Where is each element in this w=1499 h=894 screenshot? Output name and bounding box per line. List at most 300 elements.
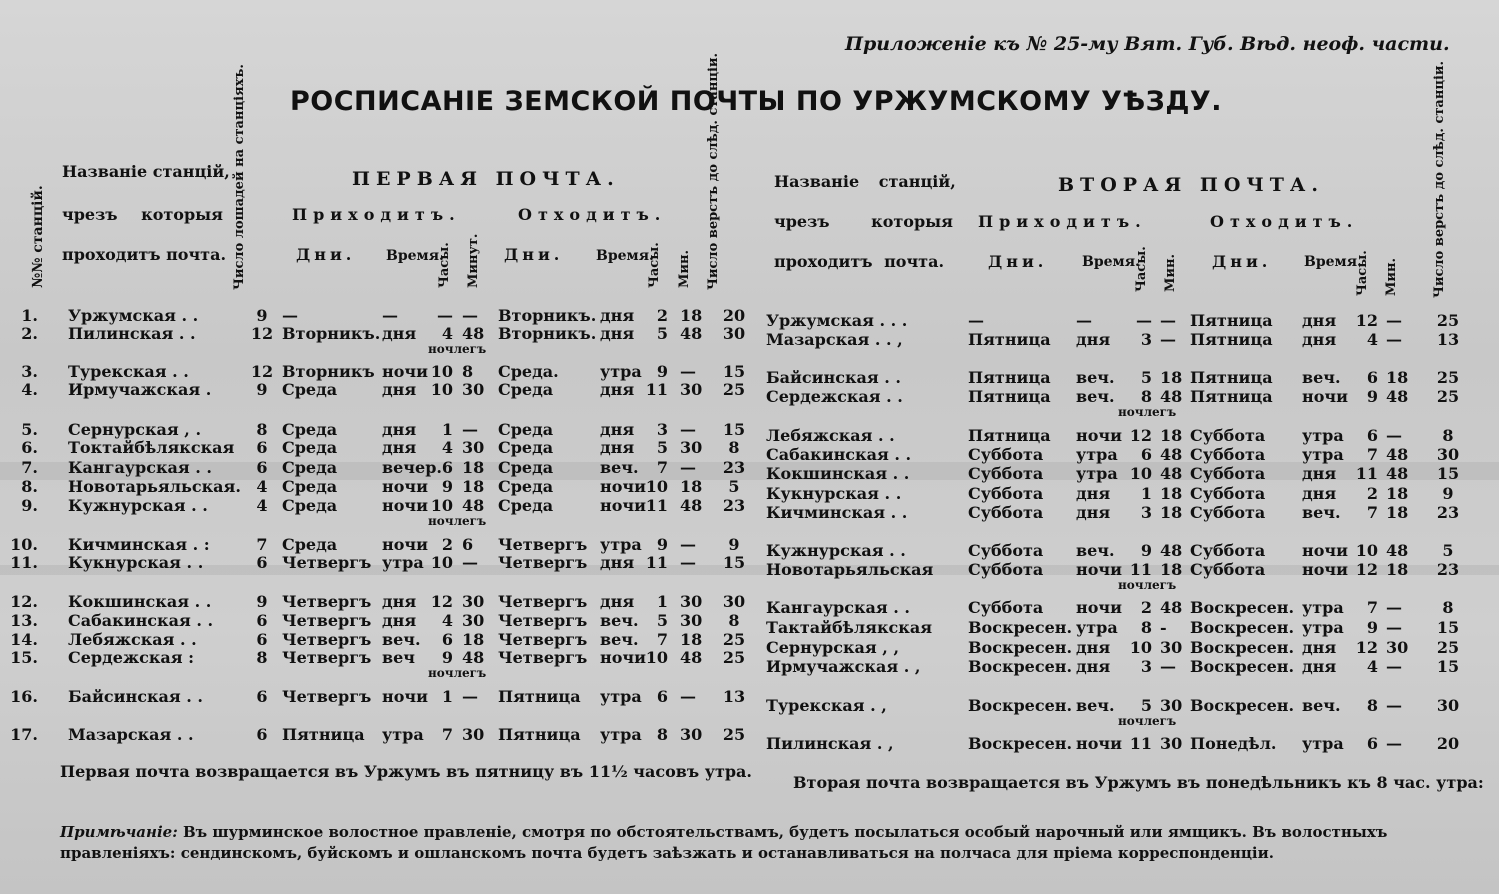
cell-a1t: веч. (382, 630, 421, 649)
cell-a2d: Суббота (968, 484, 1044, 503)
header-time-arr-2: Время. (1082, 254, 1140, 270)
cell-a1h: 1 (441, 687, 453, 706)
cell-a1d: Вторникъ. (282, 324, 381, 343)
cell-a1h: 10 (430, 553, 453, 572)
cell-a2d: Воскресен. (968, 657, 1073, 676)
cell-a1m: 6 (462, 535, 474, 554)
header-departs-2: Отходитъ. (1210, 212, 1359, 231)
cell-a2d: Воскресен. (968, 618, 1073, 637)
cell-d2m: — (1386, 618, 1402, 637)
cell-a2m: 18 (1160, 368, 1183, 387)
cell-v1: 8 (728, 438, 740, 457)
header-minutes-arr-2: Мин. (1163, 253, 1178, 292)
header-station-line-2: чрезъ которыя (62, 205, 223, 224)
cell-d1h: 3 (656, 420, 668, 439)
cell-d1h: 9 (656, 535, 668, 554)
table-row (0, 458, 1499, 483)
cell-h: 6 (256, 611, 268, 630)
cell-d2m: 18 (1386, 560, 1409, 579)
cell-v1: 15 (722, 553, 746, 572)
cell-a1d: Четвергъ (282, 630, 372, 649)
cell-d2h: 12 (1355, 560, 1378, 579)
cell-d2h: 6 (1366, 426, 1378, 445)
cell-h: 7 (256, 535, 268, 554)
cell-a2m: 48 (1160, 464, 1183, 483)
cell-d2h: 10 (1355, 541, 1378, 560)
cell-d1h: 7 (656, 458, 668, 477)
header-time-dep-1: Время. (596, 248, 654, 264)
cell-n: 10. (10, 535, 38, 554)
cell-d2m: — (1386, 657, 1402, 676)
cell-a1d: Четвергъ (282, 553, 372, 572)
cell-d2t: дня (1302, 330, 1337, 349)
cell-a2d: Пятница (968, 368, 1051, 387)
cell-a1t: ночи (382, 362, 428, 381)
note-line-1 (60, 823, 1387, 841)
cell-v2: 30 (1436, 445, 1460, 464)
header-station2-line-3: проходитъ почта. (774, 252, 945, 271)
cell-a1d: Среда (282, 438, 338, 457)
header-minutes-dep-2: Мин. (1384, 257, 1399, 296)
cell-a1t: утра (382, 553, 424, 572)
cell-d2t: утра (1302, 445, 1344, 464)
cell-a1h: 4 (441, 611, 453, 630)
header-station2-line-1: Названіе станцій, (774, 172, 956, 191)
cell-h: 8 (256, 420, 268, 439)
cell-d1d: Пятница (498, 687, 581, 706)
cell-d1m: — (680, 687, 696, 706)
cell-d2m: — (1386, 311, 1402, 330)
cell-a2m: 48 (1160, 541, 1183, 560)
cell-d2h: 8 (1366, 696, 1378, 715)
cell-a2t: дня (1076, 638, 1111, 657)
cell-a1d: Четвергъ (282, 648, 372, 667)
cell-a2t: дня (1076, 503, 1111, 522)
cell-n: 5. (21, 420, 38, 439)
cell-d2m: 18 (1386, 368, 1409, 387)
cell-a1t: дня (382, 592, 417, 611)
cell-st2: Кичминская . . (766, 503, 908, 522)
cell-a1h: 10 (430, 380, 453, 399)
cell-a1t: дня (382, 438, 417, 457)
cell-v1: 25 (722, 648, 746, 667)
header-arrives-1: Приходитъ. (292, 205, 461, 224)
cell-a2m: — (1160, 330, 1176, 349)
cell-d1m: 30 (680, 438, 703, 457)
cell-d1d: Четвергъ (498, 648, 588, 667)
cell-a2h: 9 (1140, 541, 1152, 560)
cell-a1d: — (282, 306, 298, 325)
header-versts-1: Число верстъ до слѣд. станціи. (706, 52, 721, 290)
cell-d2m: — (1386, 598, 1402, 617)
cell-a1m: 48 (462, 648, 485, 667)
header-hours-arr-2: Часы. (1134, 246, 1149, 292)
cell-v2: 25 (1436, 368, 1460, 387)
cell-h: 6 (256, 725, 268, 744)
cell-d2m: 48 (1386, 387, 1409, 406)
cell-v2: 23 (1436, 560, 1460, 579)
cell-d1t: дня (600, 324, 635, 343)
cell-a2t: веч. (1076, 368, 1115, 387)
header-time-dep-2: Время. (1304, 254, 1362, 270)
cell-d2t: веч. (1302, 368, 1341, 387)
cell-st2: Сабакинская . . (766, 445, 912, 464)
cell-d2t: ночи (1302, 541, 1348, 560)
cell-d1m: — (680, 420, 696, 439)
cell-a2m: 30 (1160, 734, 1183, 753)
header-days-dep-1: Дни. (504, 245, 564, 264)
header-station-line-3: проходитъ почта. (62, 245, 227, 264)
cell-v2: 23 (1436, 503, 1460, 522)
cell-h: 6 (256, 630, 268, 649)
cell-d1d: Среда (498, 496, 554, 515)
cell-a1t: ночи (382, 687, 428, 706)
cell-d2h: 12 (1355, 311, 1378, 330)
cell-a2d: Суббота (968, 541, 1044, 560)
cell-d2d: Суббота (1190, 503, 1266, 522)
cell-a2h: 10 (1129, 464, 1152, 483)
cell-d1t: утра (600, 725, 642, 744)
cell-d2d: Воскресен. (1190, 598, 1295, 617)
cell-a1h: 6 (441, 458, 453, 477)
cell-d1d: Четвергъ (498, 611, 588, 630)
cell-h: 9 (256, 592, 268, 611)
cell-st1: Пилинская . . (68, 324, 196, 343)
cell-d1t: утра (600, 535, 642, 554)
cell-st1: Кужнурская . . (68, 496, 208, 515)
table-row (0, 687, 1499, 728)
cell-v1: 23 (722, 458, 746, 477)
cell-st2: Сердежская . . (766, 387, 903, 406)
cell-v2: 15 (1436, 618, 1460, 637)
cell-st1: Уржумская . . (68, 306, 199, 325)
cell-a1d: Пятница (282, 725, 365, 744)
cell-a1t: утра (382, 725, 424, 744)
supplement-note: Приложеніе къ № 25-му Вят. Губ. Вѣд. неоф. части. (845, 33, 1450, 55)
cell-d1m: 18 (680, 630, 703, 649)
cell-v1: 15 (722, 362, 746, 381)
cell-st1: Лебяжская . . (68, 630, 197, 649)
cell-d1t: дня (600, 420, 635, 439)
cell-st2: Байсинская . . (766, 368, 901, 387)
cell-a2t: утра (1076, 445, 1118, 464)
header-hours-dep-2: Часы. (1355, 250, 1370, 296)
cell-v1: 9 (728, 535, 740, 554)
header-days-arr-1: Дни. (296, 245, 356, 264)
cell-st1: Кокшинская . . (68, 592, 212, 611)
cell-d2t: дня (1302, 657, 1337, 676)
overnight-note-second: ночлегъ (1118, 405, 1177, 419)
cell-d2t: дня (1302, 638, 1337, 657)
cell-d2m: — (1386, 696, 1402, 715)
cell-d2t: утра (1302, 426, 1344, 445)
cell-d1m: 30 (680, 592, 703, 611)
cell-d1m: — (680, 553, 696, 572)
table-row (0, 324, 1499, 356)
cell-a1h: 10 (430, 496, 453, 515)
cell-a2t: утра (1076, 464, 1118, 483)
cell-a2m: 48 (1160, 387, 1183, 406)
header-versts-2: Число верстъ до слѣд. станціи. (1432, 60, 1447, 298)
cell-a2d: Пятница (968, 426, 1051, 445)
cell-n: 9. (21, 496, 38, 515)
cell-st2: Пилинская . , (766, 734, 894, 753)
table-row (0, 648, 1499, 680)
cell-d1h: 10 (645, 477, 668, 496)
cell-a2d: Пятница (968, 387, 1051, 406)
cell-a2m: - (1160, 618, 1167, 637)
cell-n: 14. (10, 630, 38, 649)
cell-a1t: дня (382, 380, 417, 399)
cell-st1: Ирмучажская . (68, 380, 212, 399)
cell-h: 4 (256, 496, 268, 515)
second-post-return: Вторая почта возвращается въ Уржумъ въ понедѣльникъ къ 8 час. утра: (793, 773, 1484, 792)
cell-d2d: Понедѣл. (1190, 734, 1277, 753)
table-row (0, 380, 1499, 419)
cell-st2: Тактайбѣлякская (766, 618, 933, 637)
cell-d2h: 9 (1366, 618, 1378, 637)
cell-d2d: Пятница (1190, 387, 1273, 406)
page-title: РОСПИСАНІЕ ЗЕМСКОЙ ПОЧТЫ ПО УРЖУМСКОМУ УѢЗДУ. (290, 86, 1222, 117)
header-arrives-2: Приходитъ. (978, 212, 1147, 231)
cell-d1d: Среда (498, 477, 554, 496)
cell-d1h: 5 (656, 324, 668, 343)
cell-v1: 5 (728, 477, 740, 496)
cell-a2t: дня (1076, 657, 1111, 676)
cell-a2t: дня (1076, 484, 1111, 503)
cell-a1t: дня (382, 611, 417, 630)
cell-a2h: 3 (1140, 657, 1152, 676)
cell-d1t: дня (600, 592, 635, 611)
cell-a2m: 30 (1160, 696, 1183, 715)
cell-h: 6 (256, 687, 268, 706)
cell-d2d: Пятница (1190, 368, 1273, 387)
cell-d2d: Суббота (1190, 560, 1266, 579)
cell-st1: Кукнурская . . (68, 553, 204, 572)
table-row (0, 611, 1499, 637)
cell-a2d: Воскресен. (968, 734, 1073, 753)
cell-v2: 30 (1436, 696, 1460, 715)
cell-a1m: 48 (462, 324, 485, 343)
cell-n: 13. (10, 611, 38, 630)
table-row (0, 535, 1499, 560)
cell-a2h: — (1136, 311, 1152, 330)
cell-d2t: ночи (1302, 387, 1348, 406)
cell-n: 7. (21, 458, 38, 477)
cell-a2d: Пятница (968, 330, 1051, 349)
cell-a1d: Среда (282, 496, 338, 515)
cell-d1t: ночи (600, 648, 646, 667)
cell-a1d: Четвергъ (282, 611, 372, 630)
cell-st1: Кичминская . : (68, 535, 210, 554)
cell-d2t: утра (1302, 734, 1344, 753)
cell-v1: 23 (722, 496, 746, 515)
cell-a2m: 18 (1160, 484, 1183, 503)
overnight-note-first: ночлегъ (428, 342, 487, 356)
cell-d1m: 48 (680, 324, 703, 343)
cell-a1m: 30 (462, 725, 485, 744)
header-second-post: ВТОРАЯ ПОЧТА. (1058, 174, 1324, 196)
table-row (0, 496, 1499, 528)
cell-n: 17. (10, 725, 38, 744)
cell-a2t: веч. (1076, 696, 1115, 715)
cell-a2m: 48 (1160, 445, 1183, 464)
cell-a1t: веч (382, 648, 416, 667)
overnight-note-first: ночлегъ (428, 666, 487, 680)
cell-v2: 13 (1436, 330, 1460, 349)
cell-d1t: дня (600, 553, 635, 572)
cell-v1: 25 (722, 380, 746, 399)
cell-h: 9 (256, 380, 268, 399)
cell-d1m: — (680, 458, 696, 477)
cell-a2m: 18 (1160, 560, 1183, 579)
cell-a2t: — (1076, 311, 1092, 330)
cell-d2d: Воскресен. (1190, 696, 1295, 715)
cell-a1d: Вторникъ (282, 362, 375, 381)
cell-v2: 15 (1436, 464, 1460, 483)
cell-d1d: Среда (498, 458, 554, 477)
cell-a1t: ночи (382, 496, 428, 515)
cell-d1t: веч. (600, 611, 639, 630)
cell-d2h: 11 (1355, 464, 1378, 483)
cell-st2: Турекская . , (766, 696, 887, 715)
cell-d2t: веч. (1302, 503, 1341, 522)
cell-d1d: Четвергъ (498, 553, 588, 572)
cell-st2: Лебяжская . . (766, 426, 895, 445)
cell-d2d: Суббота (1190, 484, 1266, 503)
cell-d1t: дня (600, 438, 635, 457)
cell-a2h: 11 (1129, 734, 1152, 753)
cell-a2m: 18 (1160, 426, 1183, 445)
cell-d2d: Воскресен. (1190, 657, 1295, 676)
cell-d1h: 6 (656, 687, 668, 706)
cell-a1h: 12 (430, 592, 453, 611)
cell-v2: 25 (1436, 387, 1460, 406)
cell-a1m: 30 (462, 592, 485, 611)
header-time-arr-1: Время. (386, 248, 444, 264)
cell-a2h: 8 (1140, 387, 1152, 406)
cell-a1m: — (462, 306, 478, 325)
cell-a2h: 2 (1140, 598, 1152, 617)
table-row (0, 630, 1499, 657)
table-row (0, 438, 1499, 464)
cell-n: 12. (10, 592, 38, 611)
cell-v1: 20 (722, 306, 746, 325)
header-horses: Число лошадей на станціяхъ. (232, 64, 247, 290)
cell-v2: 8 (1442, 426, 1454, 445)
cell-st2: Кокшинская . . (766, 464, 910, 483)
cell-a1d: Среда (282, 420, 338, 439)
note-label: Примѣчаніе: (60, 823, 178, 841)
cell-st2: Кангаурская . . (766, 598, 910, 617)
cell-d2m: 48 (1386, 541, 1409, 560)
cell-d1h: 1 (656, 592, 668, 611)
header-hours-arr-1: Часы. (437, 242, 452, 288)
cell-d1d: Вторникъ. (498, 306, 597, 325)
cell-a1m: 30 (462, 611, 485, 630)
cell-v2: 25 (1436, 311, 1460, 330)
cell-st1: Сернурская , . (68, 420, 202, 439)
cell-a2h: 3 (1140, 330, 1152, 349)
first-post-return: Первая почта возвращается въ Уржумъ въ пятницу въ 11½ часовъ утра. (60, 762, 752, 781)
cell-d1h: 9 (656, 362, 668, 381)
cell-a2h: 11 (1129, 560, 1152, 579)
cell-a1t: — (382, 306, 398, 325)
cell-n: 1. (21, 306, 38, 325)
cell-v1: 25 (722, 630, 746, 649)
cell-a1h: 10 (430, 362, 453, 381)
cell-d2d: Пятница (1190, 311, 1273, 330)
overnight-note-second: ночлегъ (1118, 578, 1177, 592)
cell-a2t: ночи (1076, 734, 1122, 753)
cell-st1: Новотарьяльская. (68, 477, 241, 496)
header-station-line-1: Названіе станцій, (62, 162, 230, 181)
cell-d1h: 11 (645, 553, 668, 572)
cell-a1m: 30 (462, 438, 485, 457)
cell-a2t: ночи (1076, 560, 1122, 579)
cell-a1t: вечер. (382, 458, 442, 477)
cell-d1d: Четвергъ (498, 535, 588, 554)
cell-a1m: 48 (462, 496, 485, 515)
cell-d2t: утра (1302, 598, 1344, 617)
cell-st1: Кангаурская . . (68, 458, 212, 477)
cell-n: 6. (21, 438, 38, 457)
cell-d1d: Четвергъ (498, 592, 588, 611)
cell-st2: Уржумская . . . (766, 311, 908, 330)
cell-d1t: дня (600, 380, 635, 399)
cell-d2d: Суббота (1190, 426, 1266, 445)
table-row (0, 553, 1499, 592)
cell-a1t: ночи (382, 477, 428, 496)
header-departs-1: Отходитъ. (518, 205, 667, 224)
cell-n: 2. (21, 324, 38, 343)
note-line-2: правленіяхъ: сендинскомъ, буйскомъ и ошланскомъ почта будетъ заѣзжать и останавливаться на полчаса для пріема корреспонденціи. (60, 844, 1274, 862)
cell-d2t: ночи (1302, 560, 1348, 579)
cell-a2t: ночи (1076, 426, 1122, 445)
cell-v1: 25 (722, 725, 746, 744)
cell-a1m: 18 (462, 477, 485, 496)
overnight-note-first: ночлегъ (428, 514, 487, 528)
cell-d2h: 7 (1366, 445, 1378, 464)
cell-d2m: — (1386, 330, 1402, 349)
cell-a1h: 6 (441, 630, 453, 649)
cell-a2m: 30 (1160, 638, 1183, 657)
cell-v1: 13 (722, 687, 746, 706)
cell-d1m: 18 (680, 306, 703, 325)
cell-a1d: Среда (282, 380, 338, 399)
cell-a2d: Воскресен. (968, 638, 1073, 657)
cell-d2t: дня (1302, 311, 1337, 330)
cell-h: 6 (256, 438, 268, 457)
cell-a1d: Среда (282, 477, 338, 496)
cell-d1d: Вторникъ. (498, 324, 597, 343)
cell-a1m: — (462, 553, 478, 572)
cell-a2m: — (1160, 311, 1176, 330)
cell-v2: 5 (1442, 541, 1454, 560)
cell-d2h: 6 (1366, 734, 1378, 753)
cell-a1h: 7 (441, 725, 453, 744)
cell-n: 11. (10, 553, 38, 572)
cell-d2h: 9 (1366, 387, 1378, 406)
cell-d1t: веч. (600, 630, 639, 649)
cell-d1m: — (680, 362, 696, 381)
cell-d1d: Среда (498, 380, 554, 399)
cell-d1m: — (680, 535, 696, 554)
cell-d2h: 6 (1366, 368, 1378, 387)
cell-a2t: веч. (1076, 387, 1115, 406)
cell-a1h: 1 (441, 420, 453, 439)
cell-a2t: дня (1076, 330, 1111, 349)
